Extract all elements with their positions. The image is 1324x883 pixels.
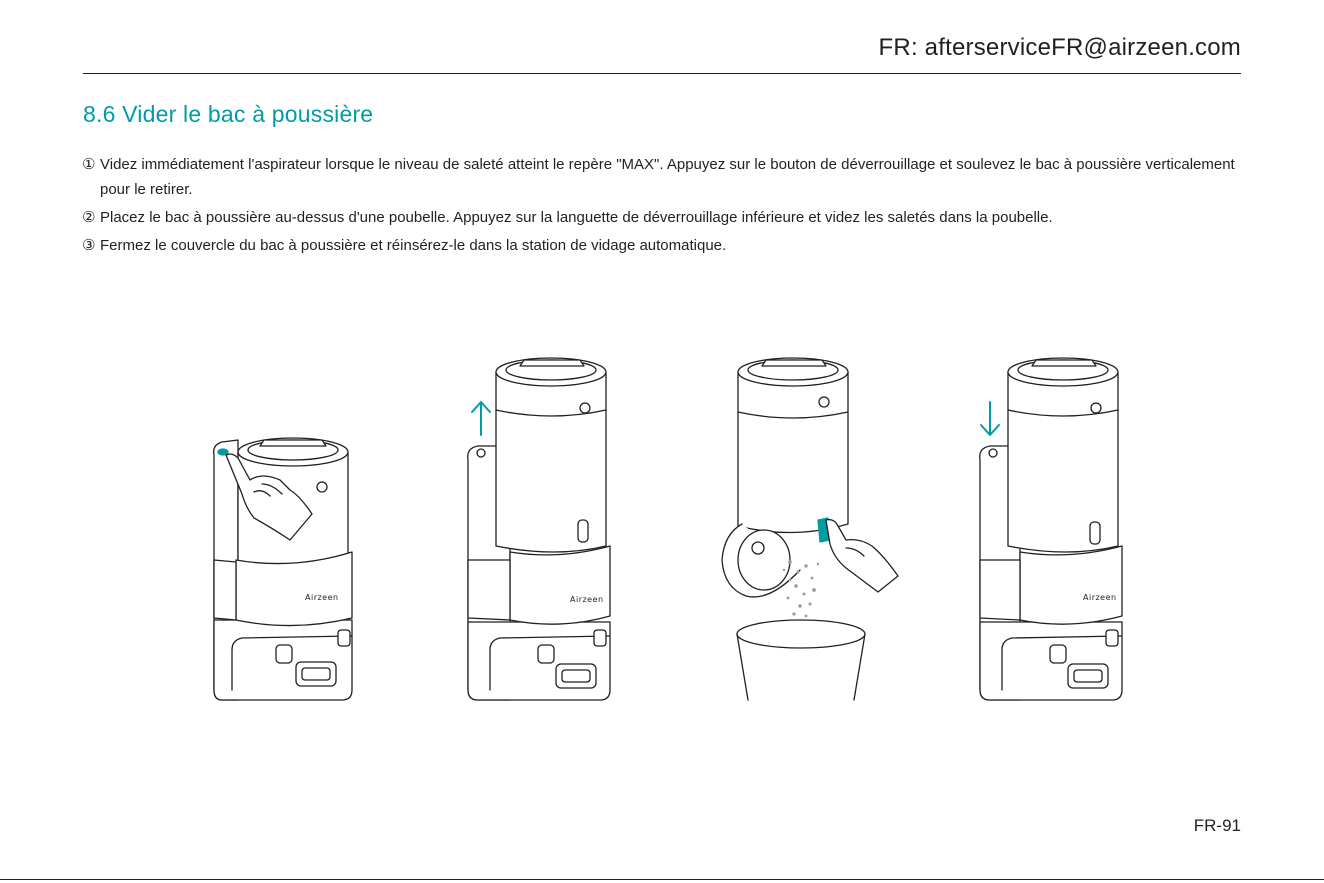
step-number: ③	[82, 237, 96, 254]
figure-press-release-button	[214, 438, 352, 700]
page-number: FR-91	[1193, 816, 1241, 835]
step-1	[82, 152, 1252, 202]
header-rule	[83, 73, 1241, 74]
step-text: Fermez le couvercle du bac à poussière et réinsérez-le dans la station de vidage automatique.	[100, 237, 727, 254]
step-number: ②	[82, 209, 96, 226]
step-3	[82, 233, 1252, 258]
section-title: 8.6 Vider le bac à poussière	[83, 101, 374, 127]
brand-label: Airzeen	[305, 593, 339, 602]
figure-empty-into-trash	[722, 358, 898, 700]
up-arrow-icon	[472, 402, 490, 435]
illustrations	[0, 340, 1324, 720]
instruction-steps	[82, 152, 1252, 261]
step-text: Videz immédiatement l'aspirateur lorsque le niveau de saleté atteint le repère "MAX". Appuyez sur le bouton de déverrouillage et soulevez le bac à poussière verticalement pour le retirer.	[100, 156, 1235, 198]
figure-lift-dust-bin	[468, 358, 610, 700]
step-text: Placez le bac à poussière au-dessus d'une poubelle. Appuyez sur la languette de déverrouillage inférieure et videz les saletés dans la poubelle.	[100, 209, 1053, 226]
step-2	[82, 205, 1252, 230]
down-arrow-icon	[981, 402, 999, 435]
figure-reinsert-dust-bin	[980, 358, 1122, 700]
step-number: ①	[82, 156, 96, 173]
bottom-rule	[0, 879, 1324, 880]
brand-label: Airzeen	[570, 595, 604, 604]
brand-label: Airzeen	[1083, 593, 1117, 602]
header-email: FR: afterserviceFR@airzeen.com	[878, 34, 1241, 61]
